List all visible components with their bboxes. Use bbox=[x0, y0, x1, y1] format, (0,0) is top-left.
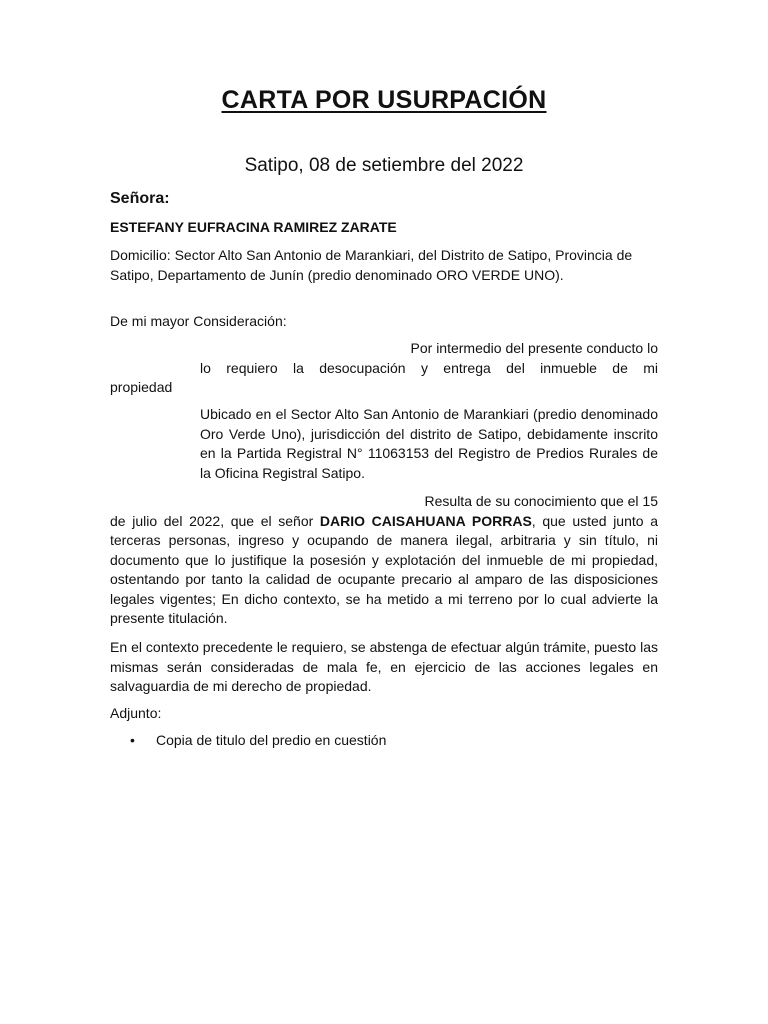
attachments-list bbox=[130, 731, 386, 751]
recipient-address: Domicilio: Sector Alto San Antonio de Marankiari, del Distrito de Satipo, Provincia de Satipo, Departamento de Junín (predio denominado ORO VERDE UNO). bbox=[110, 247, 633, 283]
salutation: Señora: bbox=[110, 190, 170, 207]
paragraph-occupation-text-start: de julio del 2022, que el señor bbox=[110, 512, 320, 529]
greeting-line: De mi mayor Consideración: bbox=[110, 313, 287, 329]
paragraph-occupation-lead: Resulta de su conocimiento que el 15 bbox=[424, 493, 658, 509]
list-item bbox=[130, 731, 386, 751]
occupant-name: DARIO CAISAHUANA PORRAS bbox=[319, 512, 532, 529]
paragraph-property-location: Ubicado en el Sector Alto San Antonio de Marankiari (predio denominado Oro Verde Uno), jurisdicción del distrito de Satipo, debidamente inscrito en la Partida Registral N° 11063153 del Registro de Predios Rurales de la Oficina Registral Satipo. bbox=[200, 406, 658, 481]
bullet-icon: • bbox=[130, 732, 135, 748]
letter-title: CARTA POR USURPACIÓN bbox=[221, 86, 547, 114]
paragraph-warning: En el contexto precedente le requiero, se abstenga de efectuar algún trámite, puesto las mismas serán consideradas de mala fe, en ejercicio de las acciones legales en salvaguardia de mi derecho de propiedad. bbox=[110, 639, 658, 694]
attachment-text: Copia de titulo del predio en cuestión bbox=[156, 732, 387, 748]
date-line: Satipo, 08 de setiembre del 2022 bbox=[244, 155, 524, 176]
paragraph-occupation bbox=[110, 492, 658, 629]
paragraph-request bbox=[110, 339, 658, 398]
attachments-label: Adjunto: bbox=[110, 705, 162, 721]
recipient-name: ESTEFANY EUFRACINA RAMIREZ ZARATE bbox=[110, 219, 397, 235]
paragraph-request-line-3: propiedad bbox=[110, 379, 173, 395]
paragraph-occupation-text-end: , que usted junto a terceras personas, ingreso y ocupando de manera ilegal, arbitraria y sin título, ni documento que lo justifique la posesión y explotación del inmueble de mi propiedad, ostentando por tanto la calidad de ocupante precario al amparo de las disposiciones legales vigentes; En dicho contexto, se ha metido a mi terreno por lo cual advierte la presente titulación. bbox=[110, 512, 658, 626]
paragraph-request-line-2: lo requiero la desocupación y entrega del inmueble de mi bbox=[200, 359, 658, 376]
paragraph-request-line-1: Por intermedio del presente conducto lo bbox=[410, 340, 658, 356]
